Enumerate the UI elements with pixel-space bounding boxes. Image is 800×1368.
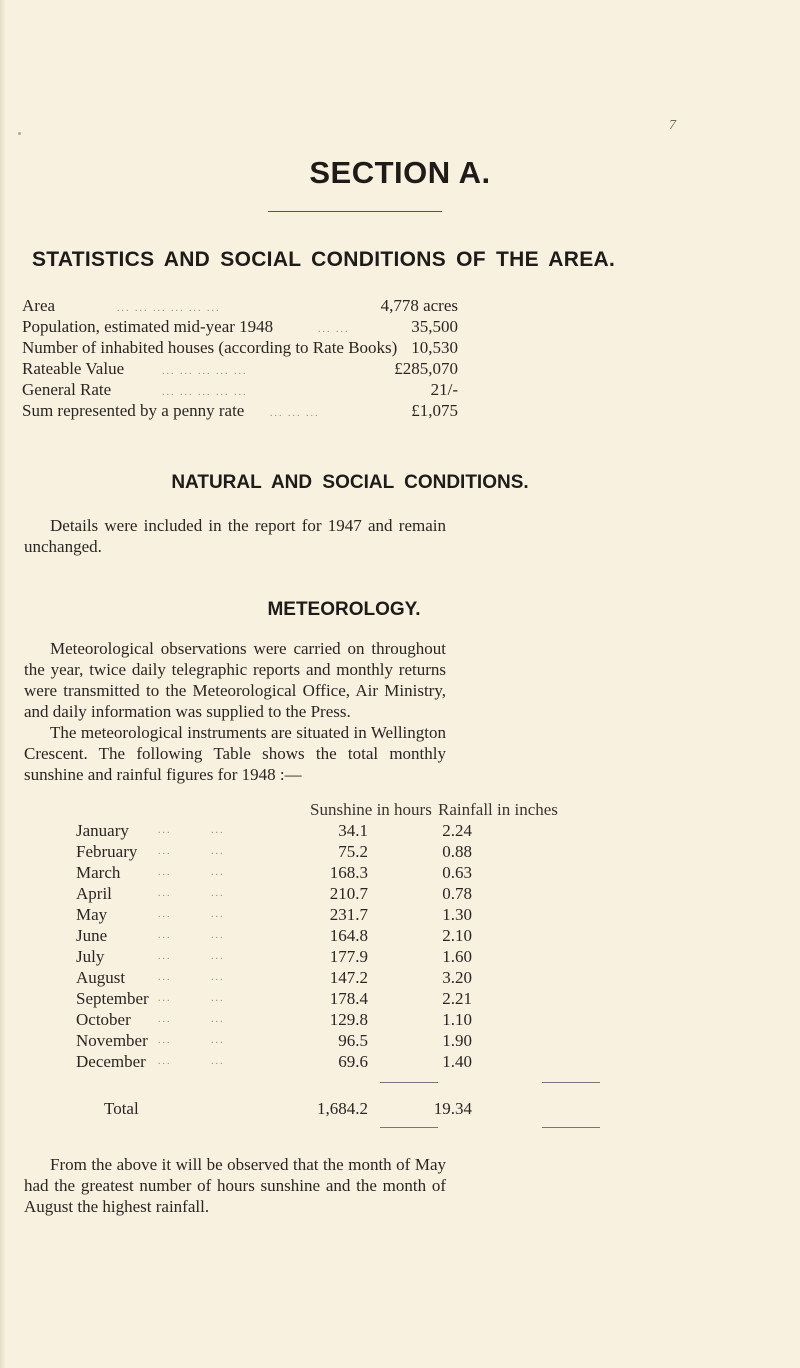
stats-label: General Rate: [22, 380, 112, 399]
table-row: [76, 926, 472, 947]
stats-label: Rateable Value: [22, 359, 125, 378]
sunshine-total-rule-bottom: [380, 1127, 438, 1128]
sunshine-value: 210.7: [329, 884, 368, 903]
total-row: [76, 1099, 472, 1120]
rainfall-total-rule-bottom: [542, 1127, 600, 1128]
column-header-sunshine: Sunshine in hours: [310, 800, 432, 819]
stats-row-population: [22, 316, 458, 337]
rainfall-value: 1.40: [442, 1052, 472, 1071]
table-row: [76, 968, 472, 989]
month-label: May: [76, 905, 108, 924]
dot-leader: ...: [211, 930, 225, 941]
dot-leader: ...: [158, 951, 172, 962]
natural-conditions-text: Details were included in the report for 1947 and remain unchanged.: [24, 516, 446, 556]
rainfall-value: 0.78: [442, 884, 472, 903]
dot-leader: ...: [211, 846, 225, 857]
stats-value: 4,778 acres: [380, 296, 458, 315]
sunshine-value: 69.6: [338, 1052, 368, 1071]
stats-value: 10,530: [411, 338, 458, 357]
rainfall-value: 1.60: [442, 947, 472, 966]
stats-label: Area: [22, 296, 56, 315]
rainfall-total-rule-top: [542, 1082, 600, 1083]
month-label: April: [76, 884, 112, 903]
stats-value: £285,070: [394, 359, 458, 378]
dot-leader: ...: [211, 825, 225, 836]
rainfall-value: 2.21: [442, 989, 472, 1008]
dot-leader: ... ... ... ... ...: [162, 387, 248, 398]
rainfall-total: 19.34: [433, 1099, 472, 1118]
dot-leader: ...: [158, 888, 172, 899]
table-row: [76, 947, 472, 968]
page-mark: [18, 132, 21, 135]
dot-leader: ...: [158, 993, 172, 1004]
sunshine-value: 147.2: [329, 968, 368, 987]
sunshine-value: 96.5: [338, 1031, 368, 1050]
rainfall-value: 1.90: [442, 1031, 472, 1050]
section-divider: [268, 211, 442, 212]
dot-leader: ...: [158, 909, 172, 920]
stats-row-general-rate: [22, 379, 458, 400]
page-edge: [0, 0, 6, 1368]
month-label: March: [76, 863, 121, 882]
natural-conditions-heading: NATURAL AND SOCIAL CONDITIONS.: [171, 472, 529, 493]
dot-leader: ...: [211, 909, 225, 920]
dot-leader: ...: [158, 930, 172, 941]
dot-leader: ... ... ... ... ...: [162, 366, 248, 377]
sunshine-total: 1,684.2: [317, 1099, 368, 1118]
meteorology-paragraph-instruments: The meteorological instruments are situated in Wellington Crescent. The following Table shows the total monthly sunshine and rainful figures for 1948 :—: [24, 723, 446, 784]
table-row: [76, 1010, 472, 1031]
page-number: 7: [669, 118, 676, 133]
table-row: [76, 1052, 472, 1073]
sunshine-value: 34.1: [338, 821, 368, 840]
rainfall-value: 2.24: [442, 821, 472, 840]
stats-label: Population, estimated mid-year 1948: [22, 317, 274, 336]
month-label: February: [76, 842, 138, 861]
dot-leader: ...: [158, 1014, 172, 1025]
month-label: June: [76, 926, 108, 945]
column-header-rainfall: Rainfall in inches: [438, 800, 558, 819]
month-label: December: [76, 1052, 146, 1071]
rainfall-value: 2.10: [442, 926, 472, 945]
month-label: November: [76, 1031, 148, 1050]
total-label: Total: [104, 1099, 139, 1118]
dot-leader: ...: [211, 867, 225, 878]
stats-label: Sum represented by a penny rate: [22, 401, 245, 420]
dot-leader: ... ... ...: [270, 408, 320, 419]
meteorology-paragraph-observations: Meteorological observations were carried on throughout the year, twice daily telegraphic reports and monthly returns were transmitted to the Meteorological Office, Air Ministry, and daily information was supplied to the Press.: [24, 639, 446, 721]
month-label: September: [76, 989, 149, 1008]
stats-row-rateable-value: [22, 358, 458, 379]
month-label: July: [76, 947, 105, 966]
table-row: [76, 842, 472, 863]
table-row: [76, 1031, 472, 1052]
rainfall-value: 0.88: [442, 842, 472, 861]
dot-leader: ...: [211, 1056, 225, 1067]
dot-leader: ... ... ... ... ... ...: [117, 303, 221, 314]
table-row: [76, 863, 472, 884]
dot-leader: ...: [158, 1056, 172, 1067]
rainfall-value: 1.10: [442, 1010, 472, 1029]
dot-leader: ...: [158, 1035, 172, 1046]
meteorology-heading: METEOROLOGY.: [267, 599, 421, 620]
dot-leader: ...: [158, 867, 172, 878]
meteorology-conclusion: From the above it will be observed that the month of May had the greatest number of hours sunshine and the month of August the highest rainfall.: [24, 1155, 446, 1216]
sunshine-value: 177.9: [329, 947, 368, 966]
sunshine-value: 164.8: [329, 926, 368, 945]
table-row: [76, 905, 472, 926]
sunshine-value: 75.2: [338, 842, 368, 861]
dot-leader: ... ...: [318, 324, 350, 335]
table-row: [76, 989, 472, 1010]
dot-leader: ...: [211, 993, 225, 1004]
table-row: [76, 884, 472, 905]
table-row: [76, 821, 472, 842]
month-label: October: [76, 1010, 131, 1029]
section-title: SECTION A.: [309, 155, 491, 190]
statistics-table: [22, 295, 458, 421]
dot-leader: ...: [211, 1035, 225, 1046]
rainfall-value: 1.30: [442, 905, 472, 924]
sunshine-value: 231.7: [329, 905, 368, 924]
stats-row-area: [22, 295, 458, 316]
stats-value: £1,075: [411, 401, 458, 420]
stats-row-penny-rate: [22, 400, 458, 421]
sunshine-value: 129.8: [329, 1010, 368, 1029]
rainfall-value: 0.63: [442, 863, 472, 882]
dot-leader: ...: [211, 888, 225, 899]
month-label: January: [76, 821, 129, 840]
sunshine-value: 178.4: [329, 989, 368, 1008]
stats-label: Number of inhabited houses (according to Rate Books): [22, 338, 398, 357]
dot-leader: ...: [211, 951, 225, 962]
sunshine-total-rule-top: [380, 1082, 438, 1083]
dot-leader: ...: [211, 972, 225, 983]
dot-leader: ...: [158, 972, 172, 983]
dot-leader: ...: [211, 1014, 225, 1025]
stats-value: 35,500: [411, 317, 458, 336]
rainfall-value: 3.20: [442, 968, 472, 987]
stats-value: 21/-: [430, 380, 458, 399]
dot-leader: ...: [158, 846, 172, 857]
stats-row-houses: [22, 337, 458, 358]
month-label: August: [76, 968, 126, 987]
sunshine-value: 168.3: [329, 863, 368, 882]
statistics-heading: STATISTICS AND SOCIAL CONDITIONS OF THE AREA.: [32, 248, 616, 271]
dot-leader: ...: [158, 825, 172, 836]
